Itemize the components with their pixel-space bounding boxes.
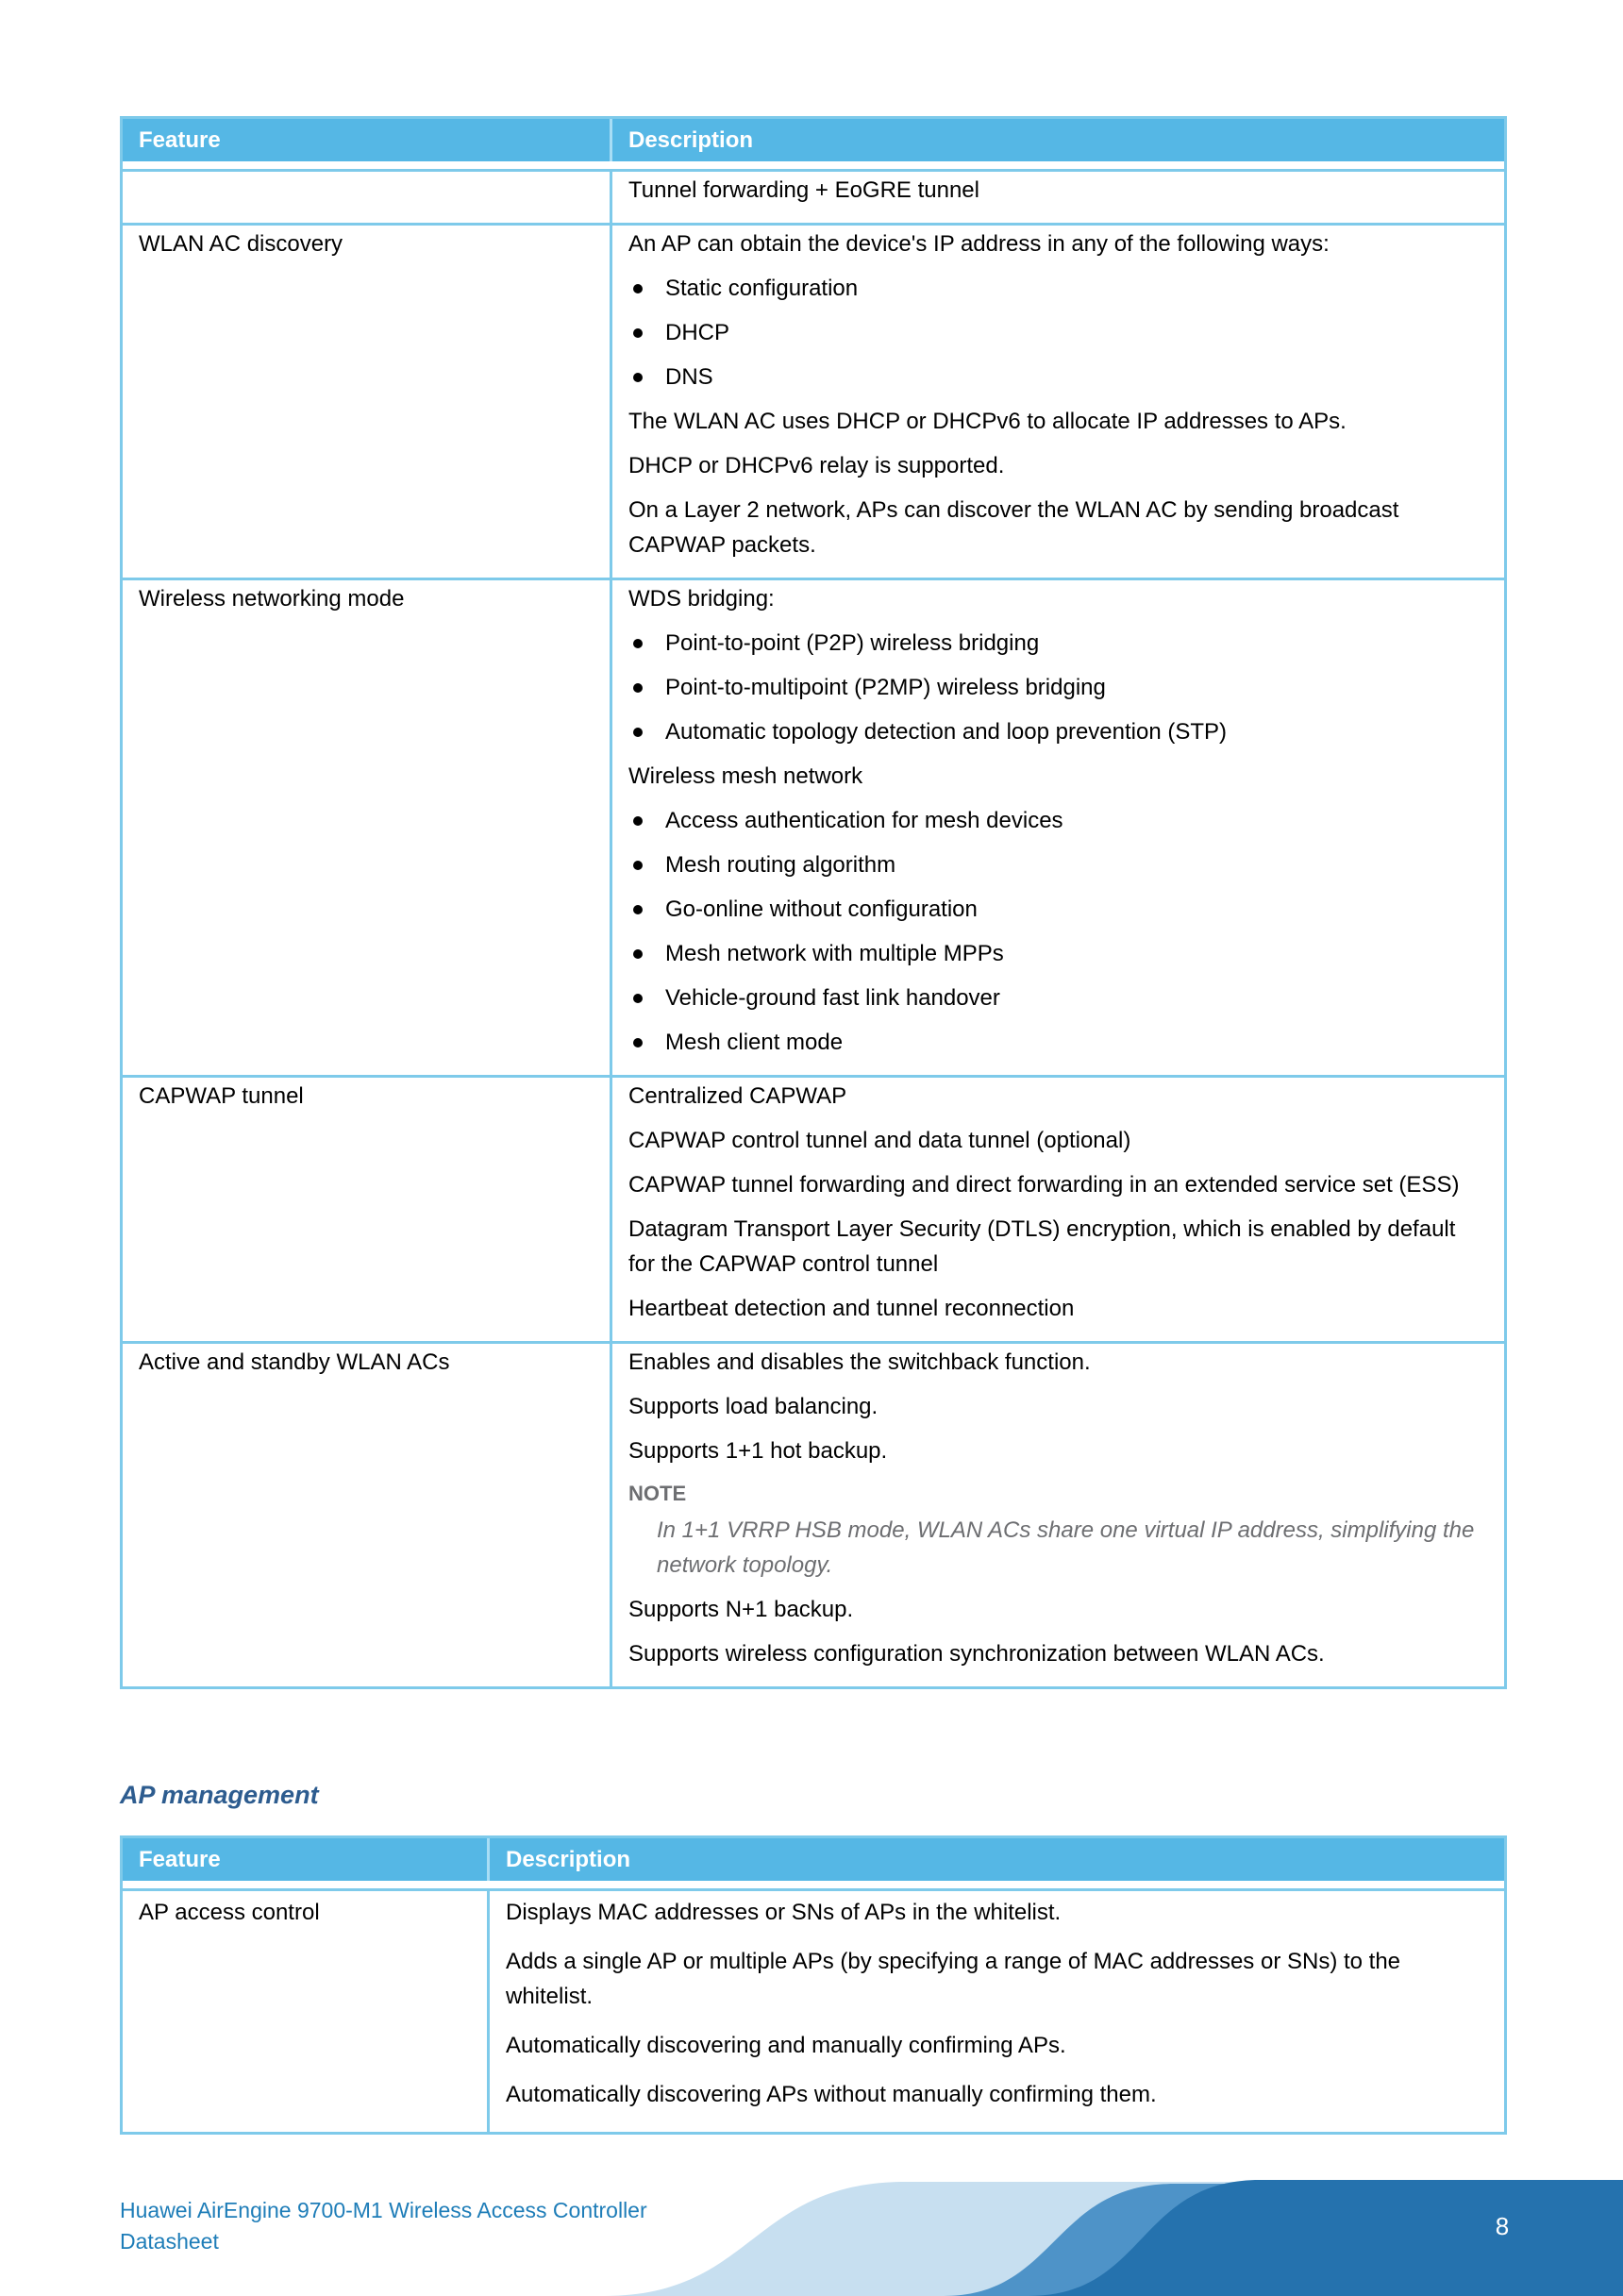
- feature-cell: [123, 172, 610, 223]
- table-row: [123, 578, 1504, 1075]
- feature-cell: CAPWAP tunnel: [139, 1083, 304, 1109]
- description-paragraph: Enables and disables the switchback function.: [628, 1349, 1091, 1375]
- bullet-item: DNS: [628, 360, 1485, 394]
- feature-cell: AP access control: [139, 1900, 320, 1925]
- description-paragraph: Centralized CAPWAP: [628, 1083, 847, 1109]
- description-paragraph: The WLAN AC uses DHCP or DHCPv6 to allocate IP addresses to APs.: [628, 409, 1347, 434]
- feature-cell: Active and standby WLAN ACs: [139, 1349, 450, 1375]
- description-paragraph: On a Layer 2 network, APs can discover the WLAN AC by sending broadcast CAPWAP packets.: [628, 497, 1399, 558]
- description-paragraph: Supports load balancing.: [628, 1394, 878, 1419]
- feature-cell: WLAN AC discovery: [139, 231, 343, 257]
- description-paragraph: Wireless mesh network: [628, 763, 863, 789]
- footer-document-title: [120, 2195, 647, 2257]
- bullet-item: Mesh client mode: [628, 1025, 1485, 1060]
- description-bullet-list: [628, 803, 1485, 1060]
- bullet-item: Go-online without configuration: [628, 892, 1485, 927]
- description-cell: [487, 1891, 1504, 2132]
- description-cell: [610, 580, 1504, 1075]
- column-header-feature: Feature: [139, 1846, 221, 1872]
- bullet-item: Access authentication for mesh devices: [628, 803, 1485, 838]
- description-cell: [610, 1078, 1504, 1341]
- feature-cell: Wireless networking mode: [139, 586, 405, 612]
- description-cell: [610, 172, 1504, 223]
- footer-title-line1: Huawei AirEngine 9700-M1 Wireless Access Controller: [120, 2198, 647, 2222]
- note-text: In 1+1 VRRP HSB mode, WLAN ACs share one virtual IP address, simplifying the network topology.: [657, 1517, 1475, 1578]
- wlan-ac-feature-table: [120, 116, 1507, 1689]
- description-paragraph: Tunnel forwarding + EoGRE tunnel: [628, 177, 979, 203]
- page-number: 8: [1495, 2212, 1510, 2240]
- description-paragraph: CAPWAP tunnel forwarding and direct forwarding in an extended service set (ESS): [628, 1172, 1460, 1198]
- bullet-item: Point-to-point (P2P) wireless bridging: [628, 626, 1485, 661]
- description-paragraph: Supports 1+1 hot backup.: [628, 1438, 888, 1464]
- description-paragraph: Supports N+1 backup.: [628, 1597, 854, 1622]
- table-row: [123, 1888, 1504, 2132]
- description-paragraph: Datagram Transport Layer Security (DTLS) encryption, which is enabled by default for the CAPWAP control tunnel: [628, 1216, 1456, 1277]
- column-header-description: Description: [506, 1846, 631, 1872]
- bullet-item: Static configuration: [628, 271, 1485, 306]
- bullet-item: Mesh routing algorithm: [628, 847, 1485, 882]
- bullet-item: Mesh network with multiple MPPs: [628, 936, 1485, 971]
- table-row: [123, 223, 1504, 578]
- bullet-item: Automatic topology detection and loop prevention (STP): [628, 714, 1485, 749]
- description-paragraph: CAPWAP control tunnel and data tunnel (optional): [628, 1128, 1131, 1153]
- description-paragraph: Supports wireless configuration synchronization between WLAN ACs.: [628, 1641, 1325, 1667]
- description-paragraph: An AP can obtain the device's IP address in any of the following ways:: [628, 231, 1330, 257]
- bullet-item: Vehicle-ground fast link handover: [628, 980, 1485, 1015]
- description-paragraph: Heartbeat detection and tunnel reconnection: [628, 1296, 1075, 1321]
- footer-title-line2: Datasheet: [120, 2229, 219, 2254]
- description-bullet-list: [628, 271, 1485, 394]
- column-header-description-cell: [487, 1838, 1504, 1881]
- ap-management-table: [120, 1835, 1507, 2135]
- description-paragraph: DHCP or DHCPv6 relay is supported.: [628, 453, 1005, 478]
- description-paragraph: Automatically discovering APs without manually confirming them.: [506, 2082, 1157, 2107]
- bullet-item: Point-to-multipoint (P2MP) wireless bridging: [628, 670, 1485, 705]
- description-paragraph: WDS bridging:: [628, 586, 775, 612]
- description-bullet-list: [628, 626, 1485, 749]
- column-header-feature: Feature: [139, 126, 221, 153]
- section-heading-ap-management: AP management: [120, 1781, 319, 1809]
- table-header-row: [123, 1838, 1504, 1888]
- description-paragraph: Displays MAC addresses or SNs of APs in the whitelist.: [506, 1900, 1062, 1925]
- column-header-description-cell: [610, 119, 1504, 161]
- table-row: [123, 1341, 1504, 1686]
- bullet-item: DHCP: [628, 315, 1485, 350]
- table-row: [123, 1075, 1504, 1341]
- description-paragraph: Automatically discovering and manually confirming APs.: [506, 2033, 1066, 2058]
- description-cell: [610, 1344, 1504, 1686]
- table-row: [123, 169, 1504, 223]
- description-paragraph: Adds a single AP or multiple APs (by specifying a range of MAC addresses or SNs) to the whitelist.: [506, 1949, 1401, 2009]
- note-label: NOTE: [628, 1482, 687, 1505]
- table-header-row: [123, 119, 1504, 169]
- column-header-description: Description: [628, 126, 754, 153]
- note-block: [628, 1478, 1485, 1583]
- description-cell: [610, 226, 1504, 578]
